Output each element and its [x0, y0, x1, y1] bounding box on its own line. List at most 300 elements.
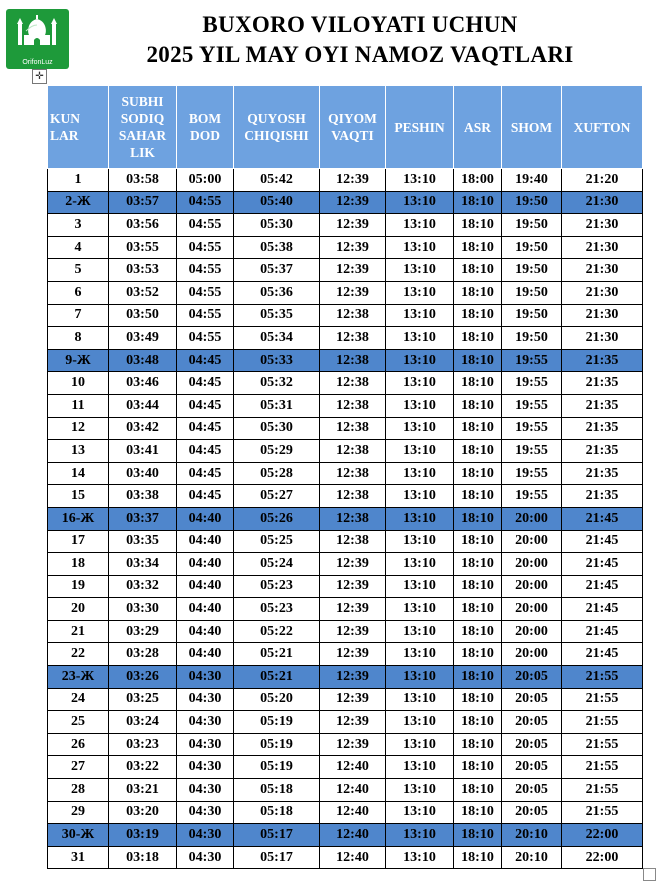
time-cell: 04:45	[177, 349, 234, 372]
time-cell: 21:35	[562, 349, 643, 372]
time-cell: 05:30	[234, 417, 320, 440]
header-label-line: QUYOSH	[247, 111, 306, 126]
time-cell: 12:38	[320, 372, 386, 395]
table-row	[48, 575, 643, 598]
table-row	[48, 598, 643, 621]
time-cell: 18:10	[454, 394, 502, 417]
time-cell: 20:00	[502, 575, 562, 598]
time-cell: 21:45	[562, 643, 643, 666]
time-cell: 04:30	[177, 756, 234, 779]
time-cell: 20:00	[502, 530, 562, 553]
time-cell: 03:52	[109, 281, 177, 304]
time-cell: 20:00	[502, 507, 562, 530]
table-row	[48, 530, 643, 553]
time-cell: 13:10	[386, 824, 454, 847]
table-body	[48, 169, 643, 869]
time-cell: 21:30	[562, 236, 643, 259]
time-cell: 18:10	[454, 575, 502, 598]
time-cell: 18:10	[454, 236, 502, 259]
header-label-line: QIYOM	[328, 111, 377, 126]
time-cell: 12:39	[320, 281, 386, 304]
time-cell: 04:30	[177, 779, 234, 802]
table-row	[48, 485, 643, 508]
day-cell: 10	[48, 372, 109, 395]
time-cell: 04:40	[177, 643, 234, 666]
time-cell: 03:19	[109, 824, 177, 847]
time-cell: 03:24	[109, 711, 177, 734]
time-cell: 12:38	[320, 530, 386, 553]
time-cell: 04:55	[177, 191, 234, 214]
day-cell: 11	[48, 394, 109, 417]
time-cell: 05:25	[234, 530, 320, 553]
time-cell: 21:55	[562, 756, 643, 779]
time-cell: 18:10	[454, 485, 502, 508]
time-cell: 03:21	[109, 779, 177, 802]
time-cell: 18:10	[454, 598, 502, 621]
time-cell: 18:10	[454, 259, 502, 282]
time-cell: 13:10	[386, 236, 454, 259]
day-cell: 7	[48, 304, 109, 327]
time-cell: 03:58	[109, 169, 177, 192]
logo	[6, 9, 69, 69]
header-label-line: SUBHI	[121, 94, 164, 109]
time-cell: 04:45	[177, 462, 234, 485]
time-cell: 13:10	[386, 733, 454, 756]
time-cell: 03:23	[109, 733, 177, 756]
table-row-friday	[48, 666, 643, 689]
time-cell: 04:55	[177, 327, 234, 350]
time-cell: 05:35	[234, 304, 320, 327]
time-cell: 13:10	[386, 530, 454, 553]
day-cell: 8	[48, 327, 109, 350]
time-cell: 13:10	[386, 372, 454, 395]
table-row	[48, 846, 643, 869]
time-cell: 19:50	[502, 236, 562, 259]
time-cell: 05:19	[234, 711, 320, 734]
table-row-friday	[48, 824, 643, 847]
time-cell: 04:30	[177, 846, 234, 869]
time-cell: 18:10	[454, 417, 502, 440]
time-cell: 04:40	[177, 620, 234, 643]
time-cell: 13:10	[386, 711, 454, 734]
time-cell: 20:10	[502, 824, 562, 847]
time-cell: 03:35	[109, 530, 177, 553]
header-kunlar	[48, 86, 109, 169]
time-cell: 05:21	[234, 643, 320, 666]
table-row	[48, 417, 643, 440]
table-row	[48, 259, 643, 282]
time-cell: 13:10	[386, 214, 454, 237]
time-cell: 05:21	[234, 666, 320, 689]
day-cell: 1	[48, 169, 109, 192]
day-cell: 18	[48, 553, 109, 576]
time-cell: 12:39	[320, 259, 386, 282]
time-cell: 03:42	[109, 417, 177, 440]
time-cell: 21:30	[562, 214, 643, 237]
day-cell: 6	[48, 281, 109, 304]
time-cell: 12:38	[320, 462, 386, 485]
time-cell: 05:42	[234, 169, 320, 192]
time-cell: 05:18	[234, 801, 320, 824]
page-subtitle: 2025 YIL MAY OYI NAMOZ VAQTLARI	[146, 42, 574, 67]
time-cell: 05:37	[234, 259, 320, 282]
table-row	[48, 756, 643, 779]
time-cell: 19:40	[502, 169, 562, 192]
time-cell: 21:30	[562, 191, 643, 214]
time-cell: 05:00	[177, 169, 234, 192]
day-cell: 17	[48, 530, 109, 553]
time-cell: 20:00	[502, 553, 562, 576]
header-label-line: VAQTI	[331, 128, 374, 143]
header-label-line: LAR	[50, 128, 79, 143]
header-label-line: KUN	[50, 111, 80, 126]
time-cell: 21:30	[562, 304, 643, 327]
time-cell: 12:38	[320, 327, 386, 350]
time-cell: 12:39	[320, 711, 386, 734]
time-cell: 12:40	[320, 779, 386, 802]
day-cell: 4	[48, 236, 109, 259]
time-cell: 18:10	[454, 191, 502, 214]
time-cell: 13:10	[386, 801, 454, 824]
time-cell: 21:45	[562, 575, 643, 598]
time-cell: 13:10	[386, 440, 454, 463]
time-cell: 19:55	[502, 394, 562, 417]
time-cell: 18:10	[454, 462, 502, 485]
header-qiyom-vaqti	[320, 86, 386, 169]
time-cell: 03:41	[109, 440, 177, 463]
time-cell: 21:35	[562, 417, 643, 440]
page-title: BUXORO VILOYATI UCHUN	[202, 12, 518, 37]
header-label-line: BOM	[188, 111, 222, 126]
time-cell: 03:56	[109, 214, 177, 237]
time-cell: 04:40	[177, 575, 234, 598]
time-cell: 05:18	[234, 779, 320, 802]
time-cell: 20:05	[502, 801, 562, 824]
table-row	[48, 553, 643, 576]
day-cell: 23-Ж	[48, 666, 109, 689]
time-cell: 03:53	[109, 259, 177, 282]
table-row	[48, 214, 643, 237]
time-cell: 18:10	[454, 349, 502, 372]
day-cell: 15	[48, 485, 109, 508]
table-row	[48, 643, 643, 666]
time-cell: 18:10	[454, 801, 502, 824]
time-cell: 03:34	[109, 553, 177, 576]
time-cell: 03:26	[109, 666, 177, 689]
table-row-friday	[48, 191, 643, 214]
time-cell: 20:00	[502, 643, 562, 666]
time-cell: 19:50	[502, 259, 562, 282]
time-cell: 12:39	[320, 688, 386, 711]
time-cell: 03:49	[109, 327, 177, 350]
day-cell: 25	[48, 711, 109, 734]
time-cell: 18:10	[454, 846, 502, 869]
table-move-handle[interactable]: ✛	[32, 69, 47, 84]
day-cell: 20	[48, 598, 109, 621]
time-cell: 05:40	[234, 191, 320, 214]
table-row	[48, 440, 643, 463]
time-cell: 12:39	[320, 666, 386, 689]
time-cell: 03:25	[109, 688, 177, 711]
time-cell: 20:05	[502, 711, 562, 734]
time-cell: 19:55	[502, 462, 562, 485]
time-cell: 03:37	[109, 507, 177, 530]
time-cell: 12:38	[320, 349, 386, 372]
time-cell: 05:20	[234, 688, 320, 711]
header-label-line: SODIQ	[120, 111, 165, 126]
time-cell: 13:10	[386, 349, 454, 372]
time-cell: 13:10	[386, 846, 454, 869]
time-cell: 05:24	[234, 553, 320, 576]
time-cell: 12:40	[320, 824, 386, 847]
time-cell: 04:45	[177, 417, 234, 440]
time-cell: 12:39	[320, 598, 386, 621]
time-cell: 19:50	[502, 214, 562, 237]
time-cell: 18:10	[454, 666, 502, 689]
time-cell: 03:55	[109, 236, 177, 259]
time-cell: 18:10	[454, 688, 502, 711]
day-cell: 3	[48, 214, 109, 237]
time-cell: 12:38	[320, 304, 386, 327]
header-shom	[502, 86, 562, 169]
time-cell: 05:19	[234, 756, 320, 779]
table-row	[48, 169, 643, 192]
time-cell: 03:30	[109, 598, 177, 621]
time-cell: 03:46	[109, 372, 177, 395]
time-cell: 18:10	[454, 620, 502, 643]
time-cell: 21:45	[562, 507, 643, 530]
day-cell: 26	[48, 733, 109, 756]
time-cell: 05:27	[234, 485, 320, 508]
time-cell: 13:10	[386, 575, 454, 598]
time-cell: 04:55	[177, 236, 234, 259]
time-cell: 13:10	[386, 779, 454, 802]
time-cell: 05:30	[234, 214, 320, 237]
day-cell: 5	[48, 259, 109, 282]
time-cell: 21:30	[562, 281, 643, 304]
table-row	[48, 688, 643, 711]
time-cell: 03:18	[109, 846, 177, 869]
time-cell: 21:45	[562, 553, 643, 576]
time-cell: 12:39	[320, 733, 386, 756]
time-cell: 12:39	[320, 214, 386, 237]
time-cell: 20:00	[502, 620, 562, 643]
table-row	[48, 620, 643, 643]
time-cell: 21:35	[562, 462, 643, 485]
time-cell: 19:55	[502, 485, 562, 508]
time-cell: 21:55	[562, 733, 643, 756]
time-cell: 12:39	[320, 169, 386, 192]
time-cell: 03:48	[109, 349, 177, 372]
time-cell: 21:30	[562, 259, 643, 282]
time-cell: 05:32	[234, 372, 320, 395]
time-cell: 13:10	[386, 756, 454, 779]
time-cell: 13:10	[386, 553, 454, 576]
header-label-line: SAHAR	[118, 128, 167, 143]
time-cell: 04:40	[177, 530, 234, 553]
time-cell: 20:05	[502, 756, 562, 779]
table-row	[48, 327, 643, 350]
table-resize-handle[interactable]	[643, 868, 656, 881]
time-cell: 05:19	[234, 733, 320, 756]
mosque-icon	[6, 9, 69, 59]
time-cell: 12:39	[320, 620, 386, 643]
time-cell: 21:55	[562, 666, 643, 689]
header-xufton	[562, 86, 643, 169]
time-cell: 03:29	[109, 620, 177, 643]
time-cell: 21:55	[562, 688, 643, 711]
time-cell: 05:17	[234, 846, 320, 869]
time-cell: 20:10	[502, 846, 562, 869]
time-cell: 21:45	[562, 598, 643, 621]
day-cell: 12	[48, 417, 109, 440]
day-cell: 28	[48, 779, 109, 802]
time-cell: 05:17	[234, 824, 320, 847]
day-cell: 14	[48, 462, 109, 485]
time-cell: 12:40	[320, 801, 386, 824]
time-cell: 18:10	[454, 507, 502, 530]
time-cell: 03:20	[109, 801, 177, 824]
time-cell: 12:39	[320, 553, 386, 576]
time-cell: 18:10	[454, 824, 502, 847]
header-label-line: DOD	[190, 128, 220, 143]
time-cell: 13:10	[386, 507, 454, 530]
time-cell: 21:20	[562, 169, 643, 192]
table-row	[48, 779, 643, 802]
table-row-friday	[48, 507, 643, 530]
table-row	[48, 372, 643, 395]
time-cell: 04:45	[177, 372, 234, 395]
time-cell: 21:55	[562, 801, 643, 824]
table-header-row	[48, 86, 643, 169]
table-row	[48, 236, 643, 259]
time-cell: 18:10	[454, 756, 502, 779]
time-cell: 13:10	[386, 598, 454, 621]
time-cell: 03:57	[109, 191, 177, 214]
time-cell: 03:22	[109, 756, 177, 779]
time-cell: 18:10	[454, 530, 502, 553]
time-cell: 04:30	[177, 711, 234, 734]
time-cell: 19:55	[502, 349, 562, 372]
time-cell: 13:10	[386, 281, 454, 304]
time-cell: 04:30	[177, 733, 234, 756]
time-cell: 04:55	[177, 281, 234, 304]
time-cell: 04:45	[177, 440, 234, 463]
time-cell: 04:40	[177, 507, 234, 530]
time-cell: 13:10	[386, 643, 454, 666]
time-cell: 12:40	[320, 756, 386, 779]
time-cell: 04:55	[177, 304, 234, 327]
logo-text: OrifonLuz	[22, 59, 53, 66]
header-label-line: XUFTON	[573, 119, 631, 135]
time-cell: 04:30	[177, 666, 234, 689]
time-cell: 18:10	[454, 304, 502, 327]
time-cell: 18:00	[454, 169, 502, 192]
time-cell: 04:45	[177, 485, 234, 508]
time-cell: 18:10	[454, 440, 502, 463]
time-cell: 20:05	[502, 666, 562, 689]
table-row	[48, 304, 643, 327]
time-cell: 03:44	[109, 394, 177, 417]
day-cell: 21	[48, 620, 109, 643]
time-cell: 22:00	[562, 846, 643, 869]
time-cell: 19:55	[502, 440, 562, 463]
time-cell: 13:10	[386, 462, 454, 485]
time-cell: 13:10	[386, 259, 454, 282]
time-cell: 12:39	[320, 236, 386, 259]
time-cell: 18:10	[454, 711, 502, 734]
time-cell: 13:10	[386, 620, 454, 643]
time-cell: 18:10	[454, 553, 502, 576]
time-cell: 04:40	[177, 598, 234, 621]
time-cell: 19:55	[502, 372, 562, 395]
time-cell: 19:50	[502, 327, 562, 350]
time-cell: 03:50	[109, 304, 177, 327]
time-cell: 12:39	[320, 643, 386, 666]
time-cell: 05:22	[234, 620, 320, 643]
time-cell: 04:30	[177, 801, 234, 824]
header-label-line: SHOM	[510, 119, 553, 135]
time-cell: 12:40	[320, 846, 386, 869]
time-cell: 13:10	[386, 688, 454, 711]
time-cell: 04:55	[177, 259, 234, 282]
header-quyosh-chiqishi	[234, 86, 320, 169]
time-cell: 21:35	[562, 372, 643, 395]
time-cell: 05:33	[234, 349, 320, 372]
time-cell: 13:10	[386, 394, 454, 417]
day-cell: 29	[48, 801, 109, 824]
time-cell: 21:55	[562, 779, 643, 802]
time-cell: 19:50	[502, 191, 562, 214]
time-cell: 19:50	[502, 281, 562, 304]
day-cell: 22	[48, 643, 109, 666]
day-cell: 24	[48, 688, 109, 711]
header-bomdod	[177, 86, 234, 169]
time-cell: 20:05	[502, 733, 562, 756]
time-cell: 18:10	[454, 214, 502, 237]
time-cell: 18:10	[454, 372, 502, 395]
time-cell: 21:45	[562, 530, 643, 553]
time-cell: 04:30	[177, 688, 234, 711]
time-cell: 12:39	[320, 575, 386, 598]
time-cell: 05:23	[234, 575, 320, 598]
day-cell: 9-Ж	[48, 349, 109, 372]
time-cell: 21:55	[562, 711, 643, 734]
table-row	[48, 711, 643, 734]
time-cell: 20:05	[502, 779, 562, 802]
time-cell: 21:45	[562, 620, 643, 643]
time-cell: 13:10	[386, 417, 454, 440]
time-cell: 04:55	[177, 214, 234, 237]
time-cell: 03:28	[109, 643, 177, 666]
time-cell: 12:38	[320, 394, 386, 417]
day-cell: 16-Ж	[48, 507, 109, 530]
header-label-line: PESHIN	[394, 119, 445, 135]
time-cell: 05:34	[234, 327, 320, 350]
time-cell: 12:38	[320, 440, 386, 463]
day-cell: 2-Ж	[48, 191, 109, 214]
time-cell: 05:28	[234, 462, 320, 485]
header-asr	[454, 86, 502, 169]
day-cell: 13	[48, 440, 109, 463]
table-row	[48, 281, 643, 304]
table-row	[48, 801, 643, 824]
time-cell: 18:10	[454, 779, 502, 802]
time-cell: 21:35	[562, 485, 643, 508]
time-cell: 03:32	[109, 575, 177, 598]
header-subhi-sodiq	[109, 86, 177, 169]
time-cell: 19:50	[502, 304, 562, 327]
